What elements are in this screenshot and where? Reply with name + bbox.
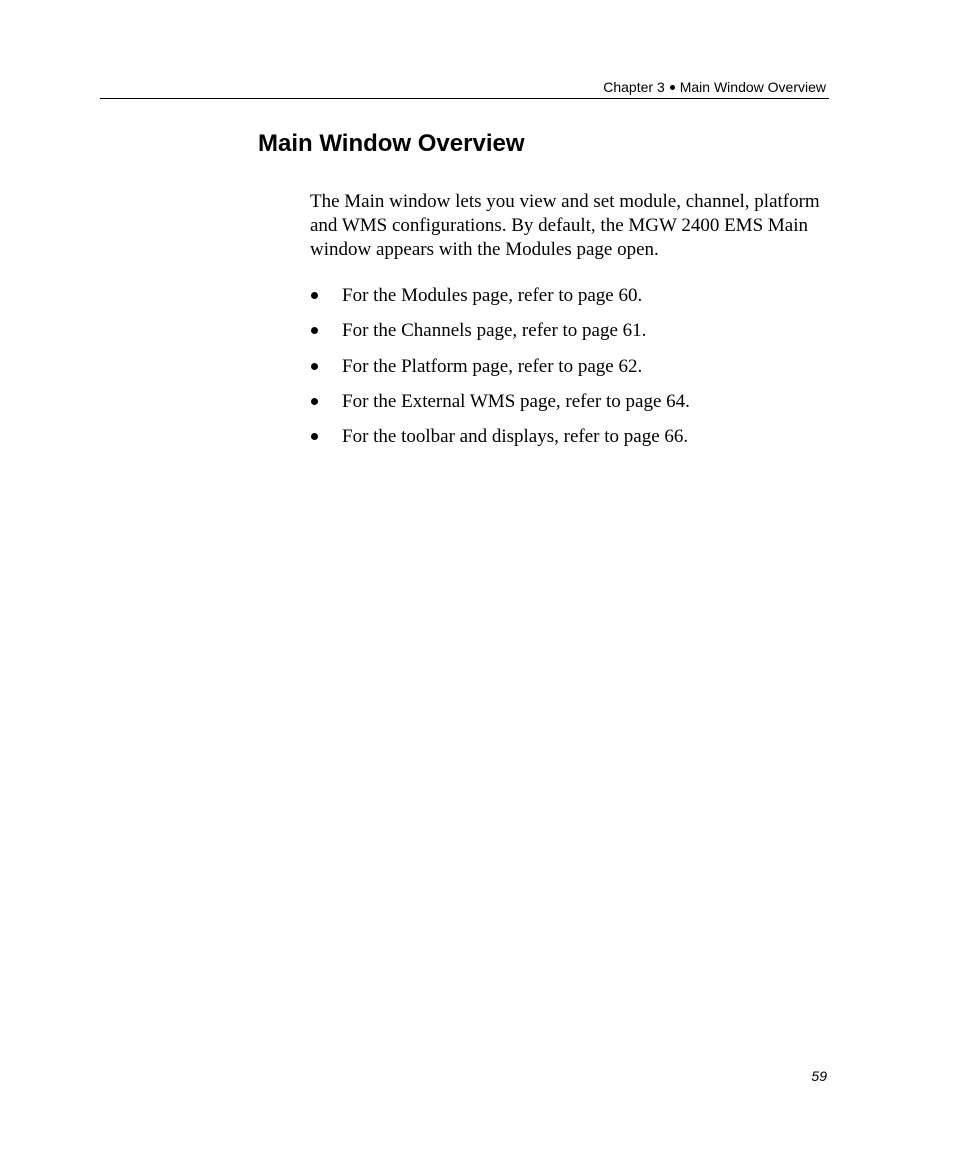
list-item-modules bbox=[310, 284, 830, 319]
header-section: Main Window Overview bbox=[679, 79, 826, 95]
list-item-text: For the Modules page, refer to page 60. bbox=[342, 285, 643, 306]
section-title: Main Window Overview bbox=[258, 130, 525, 157]
bullet-icon bbox=[311, 327, 318, 334]
reference-list bbox=[310, 284, 830, 460]
list-item-toolbar bbox=[310, 425, 830, 460]
list-item-text: For the Platform page, refer to page 62. bbox=[342, 355, 643, 377]
bullet-icon bbox=[311, 292, 318, 299]
bullet-icon bbox=[311, 398, 318, 405]
running-header-text bbox=[603, 78, 826, 96]
header-chapter: Chapter 3 bbox=[603, 79, 665, 95]
list-item-text: For the External WMS page, refer to page 64. bbox=[342, 390, 690, 412]
list-item-text: For the Channels page, refer to page 61. bbox=[342, 320, 647, 342]
bullet-separator-icon bbox=[670, 85, 675, 90]
bullet-icon bbox=[311, 433, 318, 440]
list-item-channels bbox=[310, 319, 830, 354]
bullet-icon bbox=[311, 363, 318, 370]
intro-paragraph: The Main window lets you view and set module, channel, platform and WMS configurations. By default, the MGW 2400 EMS Main window appears with the Modules page open. bbox=[310, 191, 820, 260]
running-header bbox=[100, 78, 829, 99]
page-number: 59 bbox=[811, 1068, 827, 1084]
list-item-platform bbox=[310, 355, 830, 390]
list-item-external-wms bbox=[310, 390, 830, 425]
list-item-text: For the toolbar and displays, refer to page 66. bbox=[342, 426, 689, 448]
